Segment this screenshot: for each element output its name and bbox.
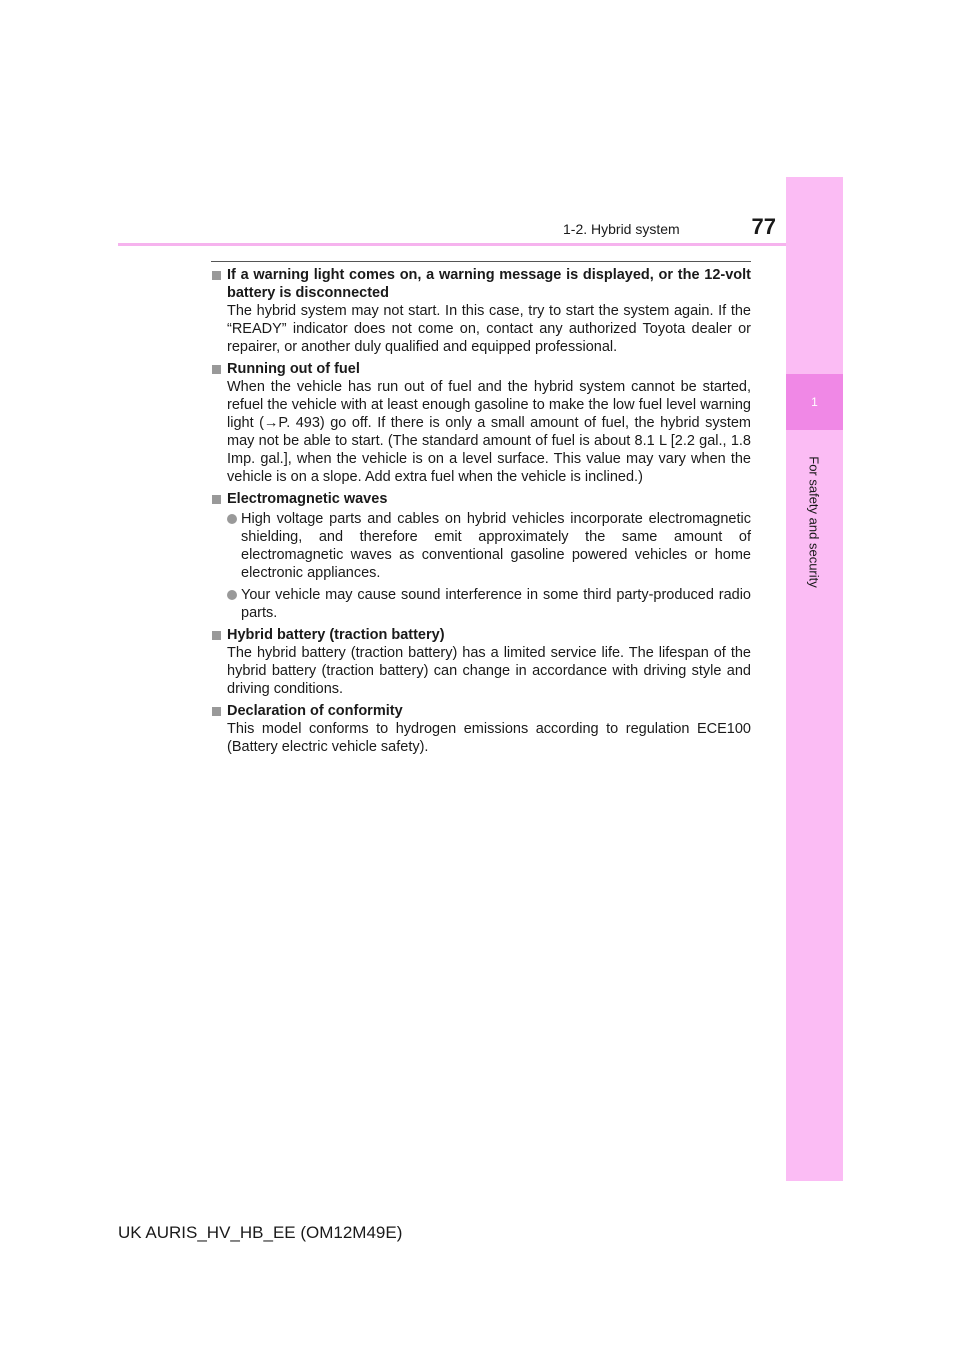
item-title: Running out of fuel <box>227 361 360 377</box>
square-bullet-icon <box>212 707 221 716</box>
square-bullet-icon <box>212 271 221 280</box>
list-item <box>227 586 751 622</box>
circle-bullet-icon <box>227 590 237 600</box>
info-item-hybrid-battery <box>211 626 751 698</box>
item-body: The hybrid battery (traction battery) has a limited service life. The lifespan of the hybrid battery (traction battery) can change in accordance with driving style and driving conditions. <box>227 645 751 697</box>
item-body: The hybrid system may not start. In this case, try to start the system again. If the “READY” indicator does not come on, contact any authorized Toyota dealer or repairer, or another duly qualified and equipped professional. <box>227 303 751 355</box>
item-title: Hybrid battery (traction battery) <box>227 627 445 643</box>
square-bullet-icon <box>212 365 221 374</box>
item-body: When the vehicle has run out of fuel and the hybrid system cannot be started, refuel the vehicle with at least enough gasoline to make the low fuel level warning light (→P. 493) go off. If there is only a small amount of fuel, the hybrid system may not be able to start. (The standard amount of fuel is about 8.1 L [2.2 gal., 1.8 Imp. gal.], when the vehicle is on a level surface. This value may vary when the vehicle is on a slope. Add extra fuel when the vehicle is inclined.) <box>227 379 751 485</box>
section-title: 1-2. Hybrid system <box>563 221 680 237</box>
main-content <box>211 261 751 760</box>
chapter-number-tab: 1 <box>786 374 843 430</box>
circle-bullet-icon <box>227 514 237 524</box>
bullet-list <box>227 510 751 622</box>
item-title: If a warning light comes on, a warning message is displayed, or the 12-volt battery is disconnected <box>227 267 751 301</box>
bullet-text: High voltage parts and cables on hybrid vehicles incorporate electromagnetic shielding, and therefore emit approximately the same amount of electromagnetic waves as conventional gasoline powered vehicles or home electronic appliances. <box>241 511 751 581</box>
item-body: This model conforms to hydrogen emissions according to regulation ECE100 (Battery electric vehicle safety). <box>227 721 751 755</box>
bullet-text: Your vehicle may cause sound interference in some third party-produced radio parts. <box>241 587 751 621</box>
info-item-fuel <box>211 360 751 486</box>
info-item-conformity <box>211 702 751 756</box>
page-number: 77 <box>751 214 776 239</box>
item-title: Declaration of conformity <box>227 703 403 719</box>
item-title: Electromagnetic waves <box>227 491 388 507</box>
info-item-warning-light <box>211 266 751 356</box>
list-item <box>227 510 751 582</box>
info-item-electromagnetic <box>211 490 751 622</box>
square-bullet-icon <box>212 495 221 504</box>
content-divider <box>211 261 751 262</box>
document-code: UK AURIS_HV_HB_EE (OM12M49E) <box>118 1223 403 1242</box>
header-divider <box>118 243 786 246</box>
chapter-title: For safety and security <box>806 456 822 588</box>
chapter-side-tab <box>786 177 843 1181</box>
square-bullet-icon <box>212 631 221 640</box>
